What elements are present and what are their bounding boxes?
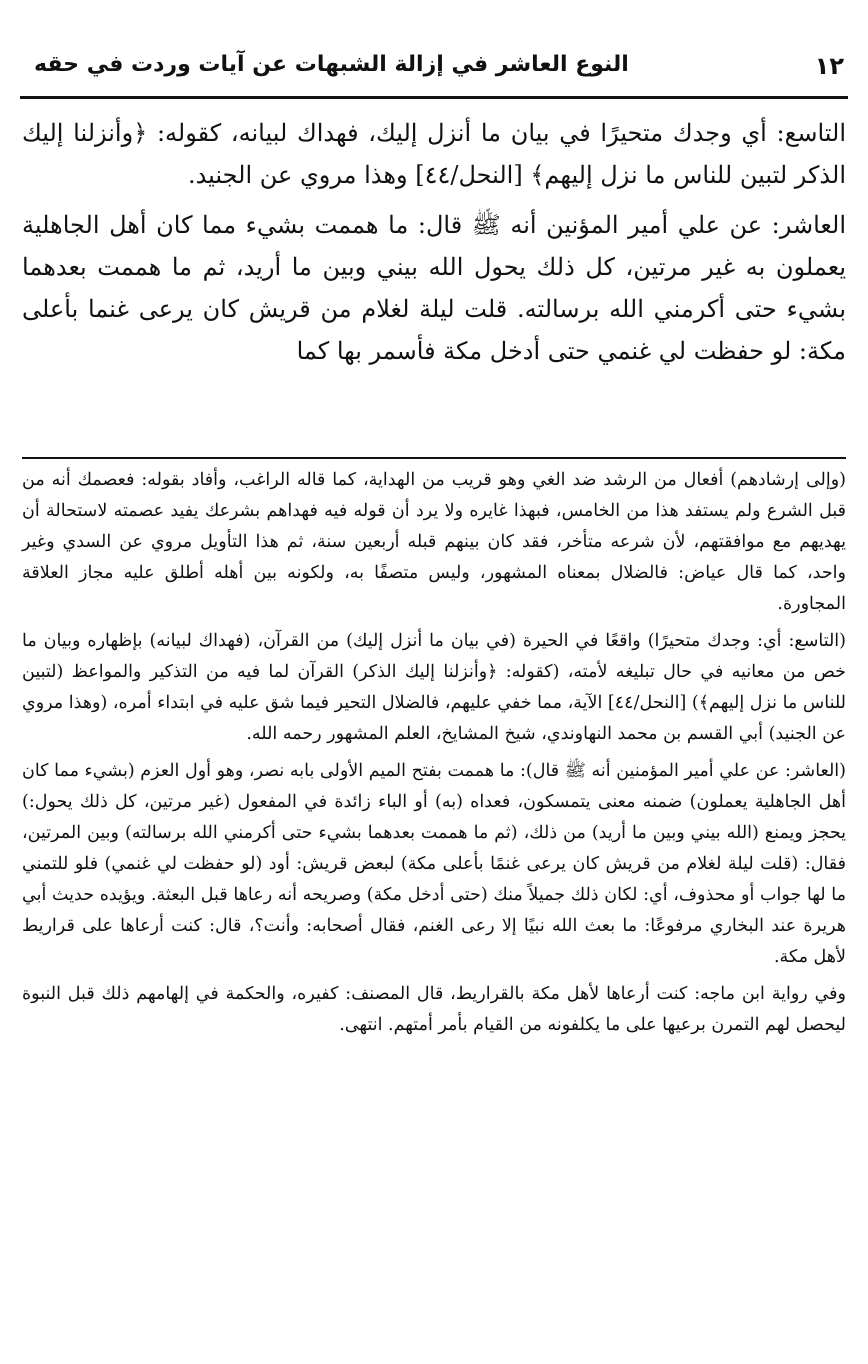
commentary-paragraph-guidance: (وإلى إرشادهم) أفعال من الرشد ضد الغي وهو قريب من الهداية، كما قاله الراغب، وأفاد بقوله: فعصمك أنه من قبل الشرع ولم يستفد هذا من الخامس، فبهذا غايره ولا يرد أن قوله فيه فهداهم بشرعك يفيد عصمته لاستحالة أن يهديهم مع موافقتهم، لأن شرعه متأخر، فقد كان بينهم قبله أربعين سنة، ثم هذا التأويل مروي عن السدي وغير واحد، كما قال عياض: فالضلال بمعناه المشهور، وليس متصفًا به، ولكونه بين أهله أطلق عليه مجاز العلاقة المجاورة.	[22, 470, 846, 614]
commentary-paragraph-tenth: (العاشر: عن علي أمير المؤمنين أنه ﷺ قال): ما هممت بفتح الميم الأولى بابه نصر، وهو أول العزم (بشيء مما كان أهل الجاهلية يعملون) ضمنه معنى يتمسكون، فعداه (به) أو الباء زائدة في المفعول (غير مرتين، كل ذلك يحول:) يحجز ويمنع (الله بيني وبين ما أريد) من ذلك، (ثم ما هممت بعدهما بشيء حتى أكرمني الله برسالته) وبين المرتين، فقال: (قلت ليلة لغلام من قريش كان يرعى غنمًا بأعلى مكة) لبعض قريش: أود (لو حفظت لي غنمي) فلو للتمني ما لها جواب أو محذوف، أي: لكان ذلك جميلاً منك (حتى أدخل مكة) وصريحه أنه رعاها قبل البعثة. ويؤيده حديث أبي هريرة عند البخاري مرفوعًا: ما بعث الله نبيًا إلا رعى الغنم، فقال أصحابه: وأنت؟، قال: كنت أرعاها على قراريط لأهل مكة.	[22, 761, 846, 967]
running-title: النوع العاشر في إزالة الشبهات عن آيات وردت في حقه	[34, 52, 629, 77]
page-header	[20, 42, 848, 99]
commentary-paragraph-ninth: (التاسع: أي: وجدك متحيرًا) واقعًا في الحيرة (في بيان ما أنزل إليك) من القرآن، (فهداك لبيانه) بإظهاره وبيان ما خص من معانيه في حال تبليغه لأمته، (كقوله: ﴿وأنزلنا إليك الذكر) القرآن لما فيه من التذكير والمواعظ (لتبين للناس ما نزل إليهم﴾) [النحل/٤٤] الآية، مما خفي عليهم، فالضلال التحير فيما شق عليه في ابتداء أمره، (وهذا مروي عن الجنيد) أبي القسم بن محمد النهاوندي، شيخ المشايخ، العلم المشهور رحمه الله.	[22, 631, 846, 744]
footnote-divider	[22, 457, 846, 459]
commentary-paragraph-ibn-majah: وفي رواية ابن ماجه: كنت أرعاها لأهل مكة بالقراريط، قال المصنف: كفيره، والحكمة في إلهامهم ذلك قبل النبوة ليحصل لهم التمرن برعيها على ما يكلفونه من القيام بأمر أمتهم. انتهى.	[22, 984, 846, 1035]
page-number: ١٢	[814, 52, 844, 80]
main-paragraph-ninth: التاسع: أي وجدك متحيرًا في بيان ما أنزل إليك، فهداك لبيانه، كقوله: ﴿وأنزلنا إليك الذكر لتبين للناس ما نزل إليهم﴾ [النحل/٤٤] وهذا مروي عن الجنيد.	[22, 119, 846, 189]
main-paragraph-tenth: العاشر: عن علي أمير المؤنين أنه ﷺ قال: ما هممت بشيء مما كان أهل الجاهلية يعملون به غير مرتين، كل ذلك يحول الله بيني وبين ما أريد، ثم ما هممت بعدهما بشيء حتى أكرمني الله برسالته. قلت ليلة لغلام من قريش كان يرعى غنما بأعلى مكة: لو حفظت لي غنمي حتى أدخل مكة فأسمر بها كما	[22, 211, 846, 365]
commentary-text	[22, 465, 846, 1047]
main-text	[22, 112, 846, 380]
